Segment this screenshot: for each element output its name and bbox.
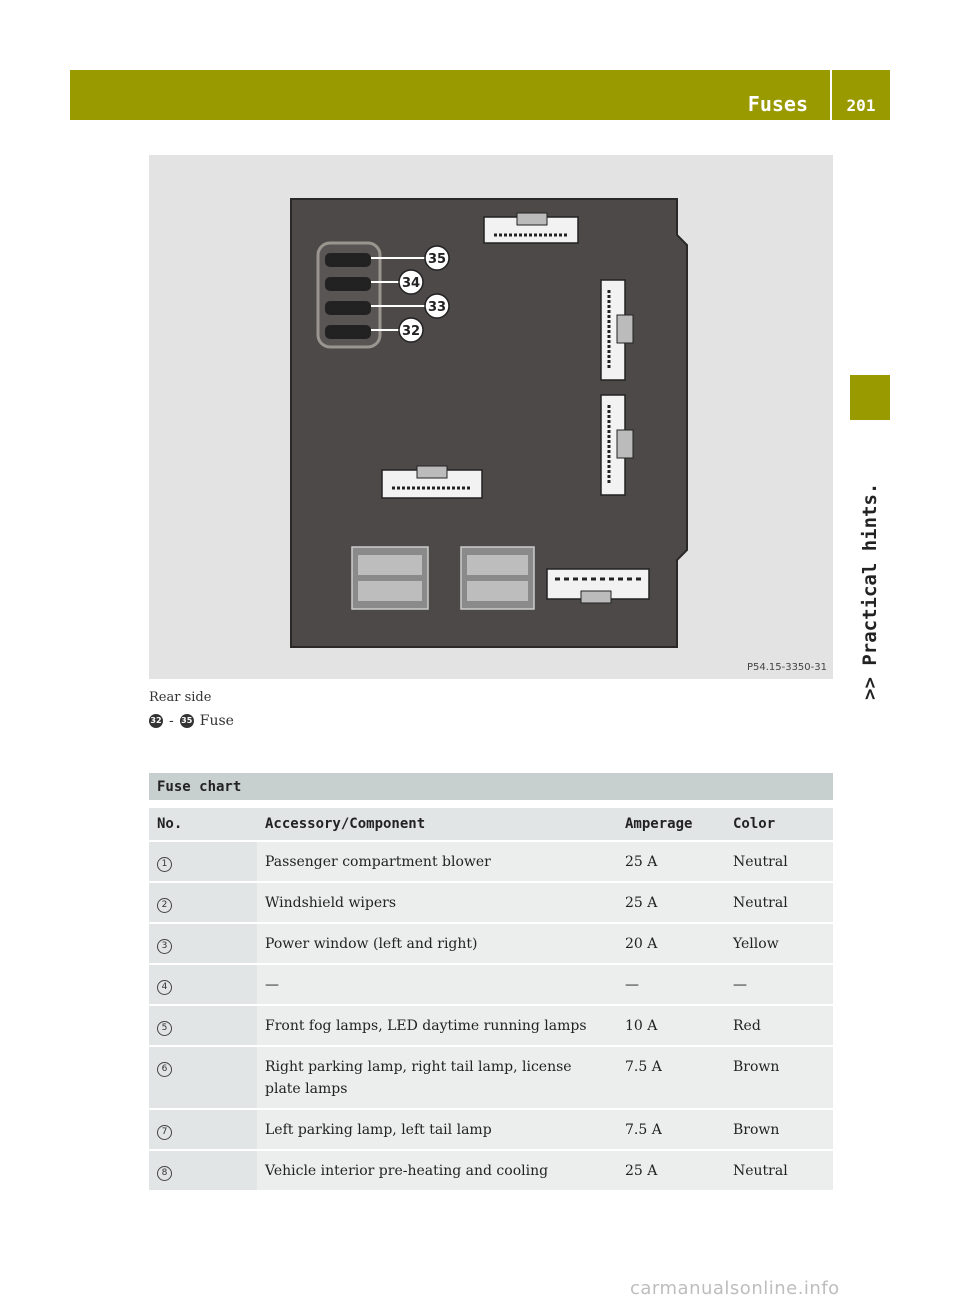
table-row [149,923,833,964]
header-no: No. [149,808,257,841]
table-row [149,841,833,882]
table-header-row [149,808,833,841]
chapter-label: >> Practical hints. [859,482,881,700]
fuse-number-badge: 5 [157,1021,172,1036]
component-cell: Left parking lamp, left tail lamp [257,1109,617,1150]
fuse-legend [149,713,234,729]
header-amperage: Amperage [617,808,725,841]
svg-text:35: 35 [427,252,447,267]
fuse-number-badge: 7 [157,1125,172,1140]
header-component: Accessory/Component [257,808,617,841]
chapter-tab [850,375,890,420]
fuse-number-badge: 3 [157,939,172,954]
page-header [70,70,890,120]
svg-text:32: 32 [401,324,421,339]
amperage-cell: 10 A [617,1005,725,1046]
header-color: Color [725,808,833,841]
amperage-cell: 25 A [617,882,725,923]
amperage-cell: 7.5 A [617,1046,725,1109]
legend-to-badge: 35 [180,714,194,728]
svg-text:34: 34 [401,276,421,291]
legend-from-badge: 32 [149,714,163,728]
callout-34 [399,270,423,294]
color-cell: Red [725,1005,833,1046]
color-cell: Brown [725,1109,833,1150]
amperage-cell: 25 A [617,1150,725,1191]
fuse-number-badge: 2 [157,898,172,913]
component-cell: Front fog lamps, LED daytime running lamps [257,1005,617,1046]
fuse-chart-title-row [149,773,833,800]
amperage-cell: — [617,964,725,1005]
callout-32 [399,318,423,342]
component-cell: Windshield wipers [257,882,617,923]
table-row [149,882,833,923]
component-cell: — [257,964,617,1005]
photo-code: P54.15-3350-31 [746,662,827,673]
fuse-chart-table [149,773,833,1192]
callout-33 [425,294,449,318]
fuse-number-badge: 4 [157,980,172,995]
fuse-box-illustration [149,155,833,679]
section-title: Fuses [747,92,808,116]
svg-text:33: 33 [427,300,447,315]
page-number: 201 [846,96,876,115]
table-row [149,1005,833,1046]
fuse-number-badge: 6 [157,1062,172,1077]
color-cell: Brown [725,1046,833,1109]
component-cell: Vehicle interior pre-heating and cooling [257,1150,617,1191]
component-cell: Power window (left and right) [257,923,617,964]
watermark: carmanualsonline.info [630,1278,840,1299]
color-cell: Neutral [725,841,833,882]
callout-35 [425,246,449,270]
color-cell: Neutral [725,1150,833,1191]
legend-separator: - [169,713,174,729]
amperage-cell: 25 A [617,841,725,882]
amperage-cell: 20 A [617,923,725,964]
amperage-cell: 7.5 A [617,1109,725,1150]
photo-caption: Rear side [149,690,212,705]
color-cell: Yellow [725,923,833,964]
table-row [149,1109,833,1150]
table-row [149,1150,833,1191]
color-cell: — [725,964,833,1005]
color-cell: Neutral [725,882,833,923]
component-cell: Passenger compartment blower [257,841,617,882]
fuse-number-badge: 8 [157,1166,172,1181]
fuse-number-badge: 1 [157,857,172,872]
component-cell: Right parking lamp, right tail lamp, license plate lamps [257,1046,617,1109]
table-row [149,964,833,1005]
table-row [149,1046,833,1109]
fuse-chart-title: Fuse chart [149,773,833,800]
legend-text: Fuse [199,713,234,729]
fuse-box-photo [149,155,833,679]
